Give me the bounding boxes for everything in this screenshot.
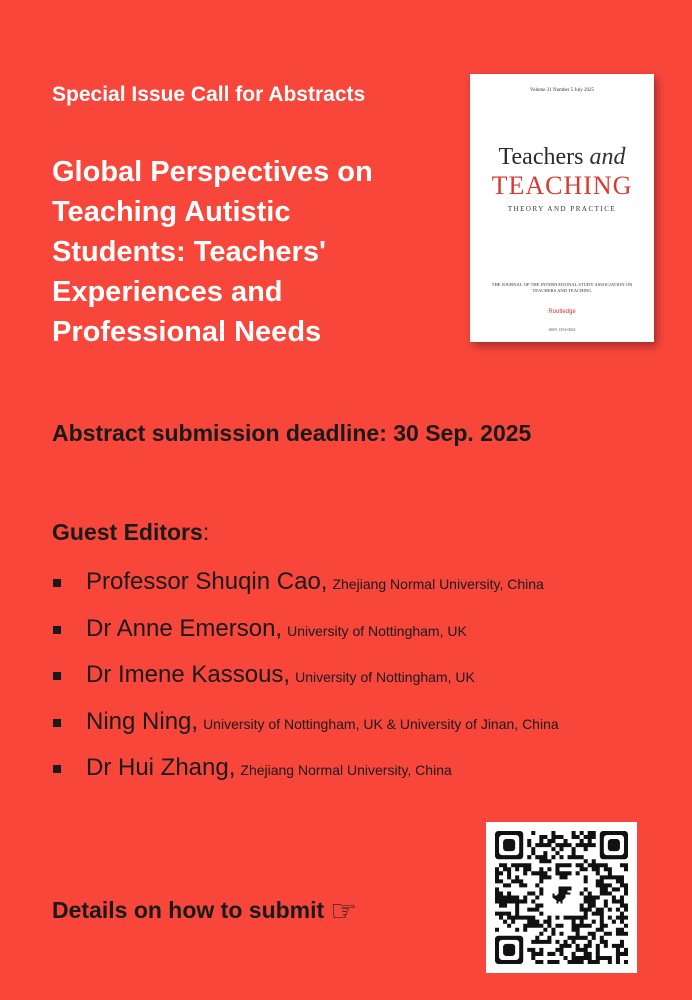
editor-affiliation: University of Nottingham, UK & University of Jinan, China [203,715,559,732]
cover-issn: ISSN 1354-0602 [548,327,576,332]
list-item [52,707,672,758]
qr-code[interactable] [486,822,637,973]
bullet-icon [53,626,61,634]
title-line: Experiences and [52,276,283,308]
editor-entry [86,708,559,736]
editor-name: Professor Shuqin Cao, [86,568,328,595]
list-item [52,754,672,804]
editor-affiliation: University of Nottingham, UK [287,622,467,639]
editor-entry [86,661,475,689]
list-item [52,661,672,711]
bullet-icon [53,765,61,773]
dinosaur-icon [546,882,578,914]
cover-subtitle: THEORY AND PRACTICE [507,205,617,213]
editor-affiliation: University of Nottingham, UK [295,669,475,685]
cover-publisher: Routledge [548,309,576,315]
title-line: Professional Needs [52,316,322,348]
bullet-icon [53,719,61,727]
cover-title-word: Teachers [498,144,584,170]
special-issue-title [52,152,432,352]
editor-affiliation: Zhejiang Normal University, China [332,576,544,592]
journal-cover [470,74,654,342]
editor-name: Ning Ning, [86,707,199,735]
cover-title-bottom: TEACHING [491,171,633,200]
cover-journal-note: THE JOURNAL OF THE INTERNATIONAL STUDY ASSOCIATION ON TEACHERS AND TEACHING [491,282,633,293]
editor-affiliation: Zhejiang Normal University, China [240,762,452,778]
cover-title-top [470,144,654,171]
guest-editors-colon: : [202,519,210,545]
editor-entry [86,568,544,596]
submission-deadline: Abstract submission deadline: 30 Sep. 2025 [52,420,532,446]
editor-entry [86,615,467,643]
guest-editors-heading [52,519,209,546]
title-line: Teaching Autistic [52,196,291,228]
title-line: Global Perspectives on [52,156,373,188]
cover-title-and: and [589,144,626,170]
qr-finder-pattern [503,839,515,851]
list-item [52,614,672,665]
bullet-icon [53,672,61,680]
right-pointing-hand-icon: ☞ [330,895,358,928]
editor-name: Dr Hui Zhang, [86,754,236,781]
submission-details [52,894,357,929]
call-kicker: Special Issue Call for Abstracts [52,83,366,106]
guest-editors-list [52,568,672,804]
qr-code-icon [495,831,628,964]
details-label: Details on how to submit [52,897,325,923]
cover-volume: Volume 31 Number 5 July 2025 [530,88,594,93]
title-line: Students: Teachers' [52,236,326,268]
qr-finder-pattern [608,839,620,851]
editor-name: Dr Anne Emerson, [86,614,283,642]
list-item [52,568,672,618]
qr-finder-pattern [503,944,515,956]
editor-entry [86,754,452,782]
bullet-icon [53,579,61,587]
editor-name: Dr Imene Kassous, [86,661,291,688]
guest-editors-label: Guest Editors [52,519,203,545]
